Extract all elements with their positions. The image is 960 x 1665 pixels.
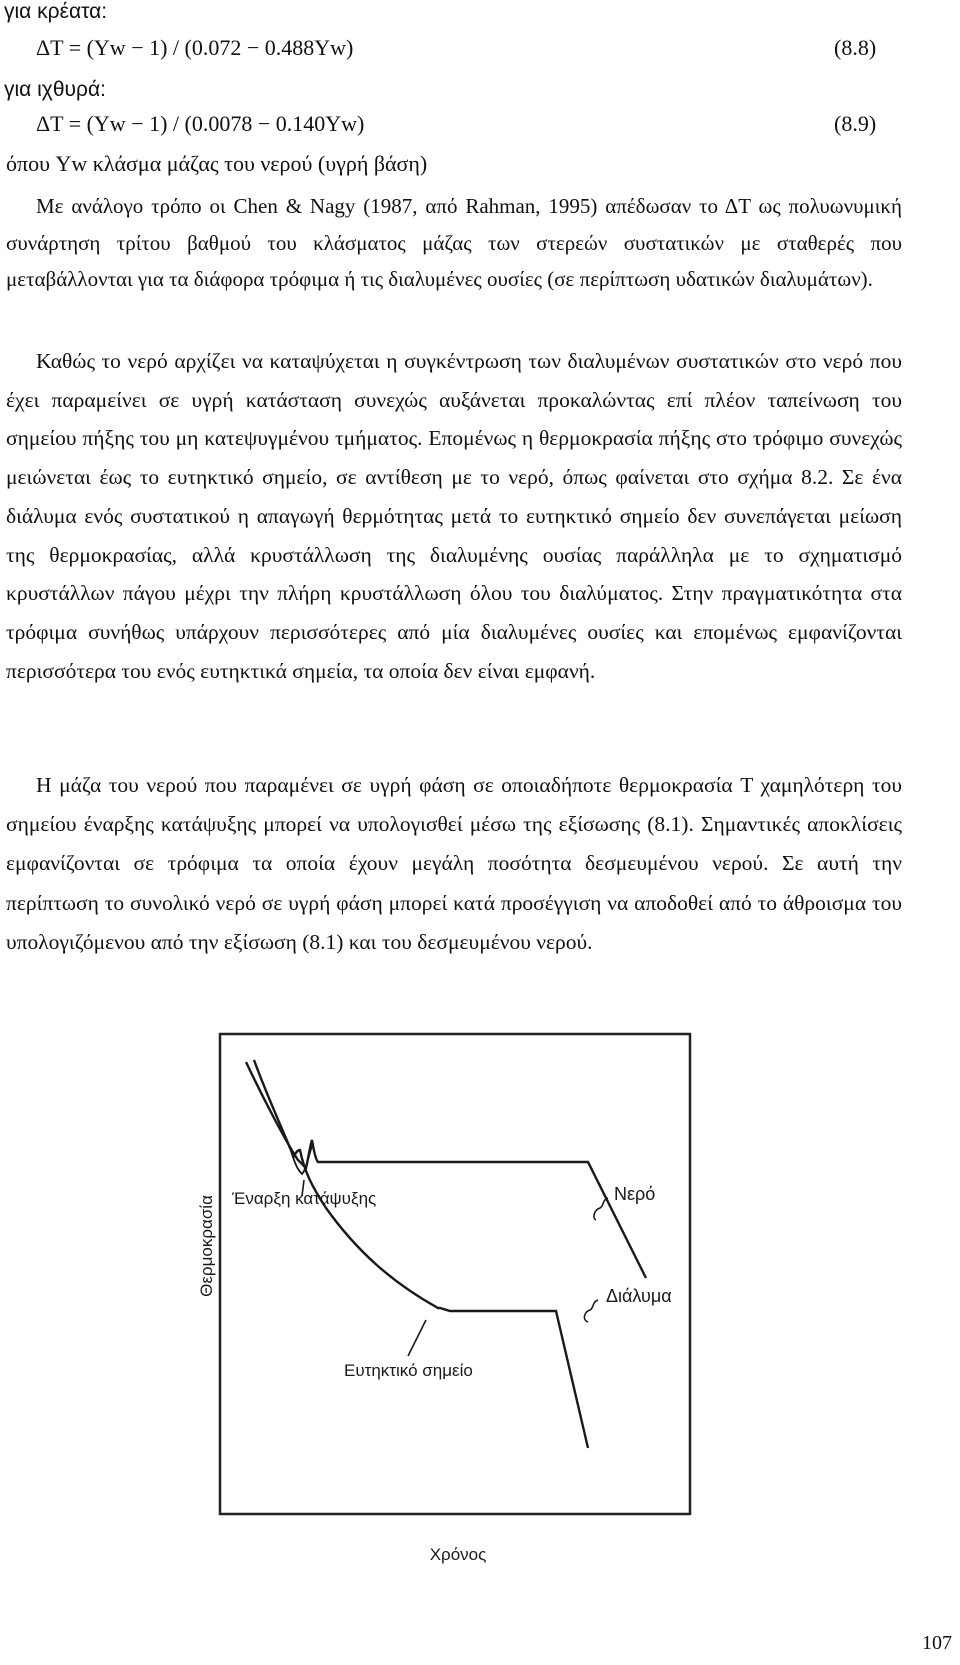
label-water: Νερό <box>614 1184 656 1204</box>
paragraph-2-text: Καθώς το νερό αρχίζει να καταψύχεται η συγκέντρωση των διαλυμένων συστατικών στο νερό που έχει παραμείνει σε υγρή κατάσταση συνεχώς αυξάνεται προκαλώντας επί πλέον ταπείνωση του σημείου πήξης του μη κατεψυγμένου τμήματος. Επομένως η θερμοκρασία πήξης στο τρόφιμο συνεχώς μειώνεται έως το ευτηκτικό σημείο, σε αντίθεση με το νερό, όπως φαίνεται στο σχήμα 8.2. Σε ένα διάλυμα ενός συστατικού η απαγωγή θερμότητας μετά το ευτηκτικό σημείο δεν συνεπάγεται μείωση της θερμοκρασίας, αλλά κρυστάλλωση της διαλυμένης ουσίας παράλληλα με το σχηματισμό κρυστάλλων πάγου μέχρι την πλήρη κρυστάλλωση όλου του διαλύματος. Στην πραγματικότητα στα τρόφιμα συνήθως υπάρχουν περισσότερες από μία διαλυμένες ουσίες και επομένως εμφανίζονται περισσότερα του ενός ευτηκτικά σημεία, τα οποία δεν είναι εμφανή. <box>6 349 902 683</box>
page-number: 107 <box>922 1632 952 1654</box>
solution-leader <box>584 1300 598 1322</box>
equation-8-8: ΔT = (Yw − 1) / (0.072 − 0.488Yw) <box>36 35 354 60</box>
freezing-curve-figure <box>176 1020 726 1605</box>
paragraph-2 <box>6 342 902 690</box>
water-leader <box>594 1198 608 1220</box>
where-line: όπου Yw κλάσμα μάζας του νερού (υγρή βάση) <box>6 151 428 176</box>
paragraph-1 <box>6 188 902 298</box>
equation-number-8-8: (8.8) <box>834 35 877 60</box>
eutectic-leader <box>408 1320 426 1356</box>
label-freeze-start: Έναρξη κατάψυξης <box>232 1189 377 1208</box>
solution-curve <box>254 1060 588 1448</box>
equation-8-9: ΔT = (Yw − 1) / (0.0078 − 0.140Yw) <box>36 111 365 136</box>
x-axis-label: Χρόνος <box>429 1545 487 1564</box>
paragraph-3 <box>6 766 902 962</box>
label-solution: Διάλυμα <box>606 1286 672 1306</box>
y-axis-label: Θερμοκρασία <box>197 1195 216 1297</box>
plot-frame <box>220 1034 690 1514</box>
equation-number-8-9: (8.9) <box>834 111 877 136</box>
label-eutectic: Ευτηκτικό σημείο <box>344 1361 473 1380</box>
paragraph-3-text: Η μάζα του νερού που παραμένει σε υγρή φάση σε οποιαδήποτε θερμοκρασία T χαμηλότερη του σημείου έναρξης κατάψυξης μπορεί να υπολογισθεί μέσω της εξίσωσης (8.1). Σημαντικές αποκλίσεις εμφανίζονται σε τρόφιμα τα οποία έχουν μεγάλη ποσότητα δεσμευμένου νερού. Σε αυτή την περίπτωση το συνολικό νερό σε υγρή φάση μπορεί κατά προσέγγιση να αποδοθεί από το άθροισμα του υπολογιζόμενου από την εξίσωση (8.1) και του δεσμευμένου νερού. <box>6 773 902 954</box>
meat-label: για κρέατα: <box>4 0 108 23</box>
fish-label: για ιχθυρά: <box>4 78 106 101</box>
paragraph-1-text: Με ανάλογο τρόπο οι Chen & Nagy (1987, από Rahman, 1995) απέδωσαν το ΔT ως πολυωνυμική συνάρτηση τρίτου βαθμού του κλάσματος μάζας των στερεών συστατικών με σταθερές που μεταβάλλονται για τα διάφορα τρόφιμα ή τις διαλυμένες ουσίες (σε περίπτωση υδατικών διαλυμάτων). <box>6 194 902 292</box>
